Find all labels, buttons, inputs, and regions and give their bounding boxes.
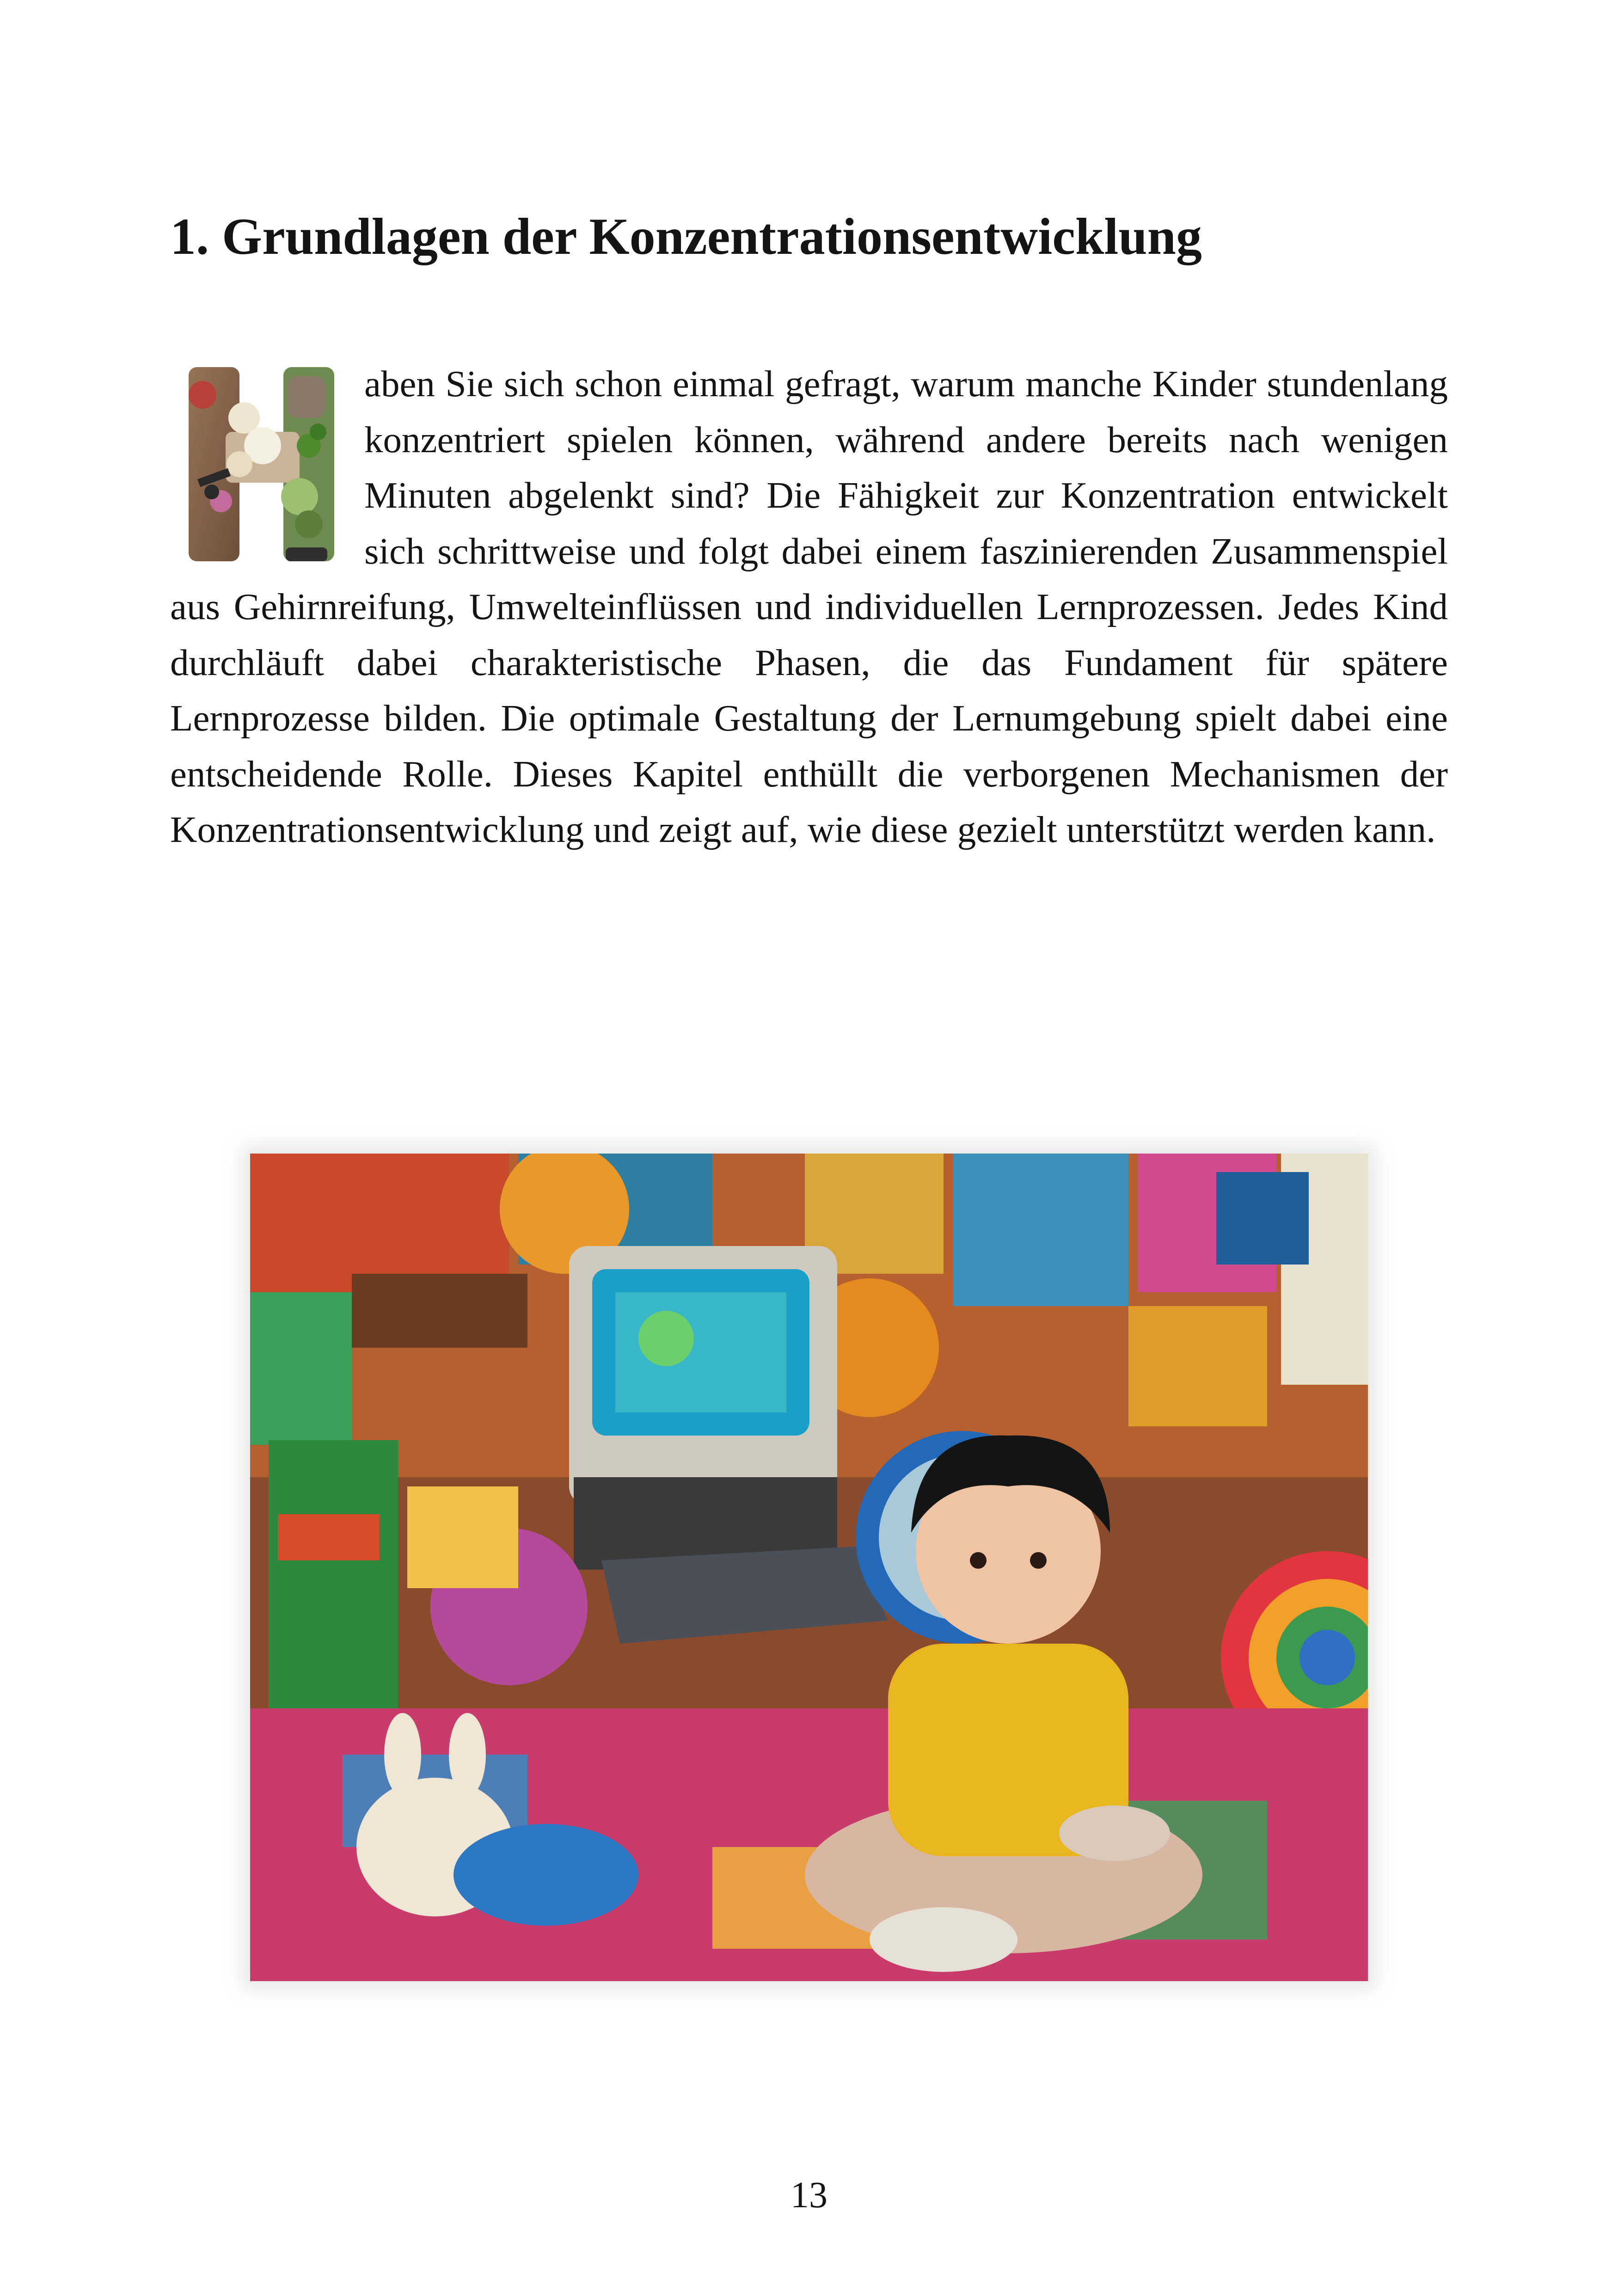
illustration-child-in-toy-room <box>250 1154 1368 1981</box>
body-paragraph: aben Sie sich schon einmal gefragt, warum manche Kinder stundenlang konzentriert spielen können, während andere bereits nach wenigen Minuten abgelenkt sind? Die Fähigkeit zur Konzentration entwickelt sich schrittweise und folgt dabei einem faszinierenden Zusammenspiel aus Gehirnreifung, Umwelteinflüssen und individuellen Lernprozessen. Jedes Kind durchläuft dabei charakteristische Phasen, die das Fundament für spätere Lernprozesse bilden. Die optimale Gestaltung der Lernumgebung spielt dabei eine entscheidende Rolle. Dieses Kapitel enthüllt die verborgenen Mechanismen der Konzentrationsentwicklung und zeigt auf, wie diese gezielt unterstützt werden kann. <box>170 363 1448 850</box>
illustration-image <box>250 1154 1368 1981</box>
drop-cap-collage-image <box>170 362 346 570</box>
body-section <box>170 356 1448 858</box>
page-number: 13 <box>791 2175 827 2216</box>
chapter-title: 1. Grundlagen der Konzentrationsentwicklung <box>170 208 1202 266</box>
decorative-drop-cap-h <box>170 362 364 570</box>
